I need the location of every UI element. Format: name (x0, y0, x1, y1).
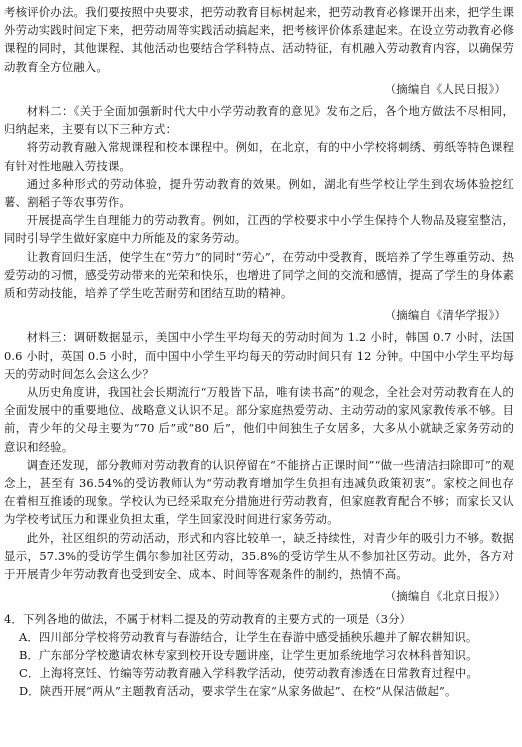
material-three-survey: 调查还发现，部分教师对劳动教育的认识停留在“不能挤占正课时间”“做一些清洁扫除即可”的观念上，甚至有 36.54%的受访教师认为“劳动教育增加学生负担有违减负政策初衷”。家校之间也存在着相互推诿的现象。学校认为已经采取充分措施进行劳动教育，但家庭教育配合不够；而家长又认为学校考试压力和课业负担太重，学生回家没时间进行家务劳动。 (4, 457, 514, 527)
source-renmin-ribao: （摘编自《人民日报》） (384, 81, 506, 96)
material-one-tail: 考核评价办法。我们要按照中央要求，把劳动教育目标树起来，把劳动教育必修课开出来，把学生课外劳动实践时间定下来，把劳动周等实践活动搞起来，把考核评价体系建起来。在设立劳动教育必修课程的同时，其他课程、其他活动也要结合学科特点、活动特征，有机融入劳动教育内容，以确保劳动教育全方位融入。 (4, 5, 514, 74)
material-two-summary: 让教育回归生活，使学生在“劳力”的同时“劳心”，在劳动中受教育，既培养了学生尊重劳动、热爱劳动的习惯，感受劳动带来的光荣和快乐，也增进了同学之间的交流和感情，提高了学生的身体素质和劳动技能，培养了学生吃苦耐劳和团结互助的精神。 (4, 249, 514, 301)
option-a[interactable]: A．四川部分学校将劳动教育与春游结合，让学生在春游中感受插秧乐趣并了解农耕知识。 (19, 629, 478, 644)
material-three-history: 从历史角度讲，我国社会长期流行“万般皆下品，唯有读书高”的观念，全社会对劳动教育在人的全面发展中的重要地位、战略意义认识不足。部分家庭热爱劳动、主动劳动的家风家教传承不够。目前，青少年的父母主要为“70 后”或“80 后”，他们中间独生子女居多，大多从小就缺乏家务劳动的意识和经验。 (4, 385, 514, 454)
material-two-method-one: 将劳动教育融入常规课程和校本课程中。例如，在北京，有的中小学校将刺绣、剪纸等特色课程有针对性地融入劳技课。 (4, 140, 514, 173)
material-three-community: 此外，社区组织的劳动活动，形式和内容比较单一，缺乏持续性，对青少年的吸引力不够。数据显示，57.3%的受访学生偶尔参加社区劳动，35.8%的受访学生从不参加社区劳动。此外，各方对于开展青少年劳动教育也受到安全、成本、时间等客观条件的制约，热情不高。 (4, 530, 514, 582)
source-beijing-ribao: （摘编自《北京日报》） (384, 589, 506, 604)
option-b[interactable]: B．广东部分学校邀请农林专家到校开设专题讲座，让学生更加系统地学习农林科普知识。 (19, 647, 478, 662)
material-two-method-two: 通过多种形式的劳动体验，提升劳动教育的效果。例如，湖北有些学校让学生到农场体验挖红薯、割稻子等农事劳作。 (4, 176, 514, 210)
answer-options (4, 628, 514, 701)
question-four-stem: 4．下列各地的做法，不属于材料二提及的劳动教育的主要方式的一项是（3分） (4, 611, 412, 626)
option-d[interactable]: D．陕西开展“两从”主题教育活动，要求学生在家“从家务做起”、在校“从保洁做起”。 (19, 684, 457, 699)
material-three-intro: 材料三：调研数据显示，美国中小学生平均每天的劳动时间为 1.2 小时，韩国 0.7 小时，法国 0.6 小时，英国 0.5 小时，而中国中小学生平均每天的劳动时间只有 12 分钟。中国中小学生平均每天的劳动时间怎么会这么少？ (4, 330, 514, 381)
material-two-method-three: 开展提高学生自理能力的劳动教育。例如，江西的学校要求中小学生保持个人物品及寝室整洁，同时引导学生做好家庭中力所能及的家务劳动。 (4, 213, 514, 246)
option-c[interactable]: C．上海将烹饪、竹编等劳动教育融入学科教学活动，使劳动教育渗透在日常教育过程中。 (19, 666, 478, 681)
material-two-intro: 材料二：《关于全面加强新时代大中小学劳动教育的意见》发布之后，各个地方做法不尽相同，归纳起来，主要有以下三种方式： (4, 104, 514, 137)
source-qinghua-xuebao: （摘编自《清华学报》） (384, 308, 506, 323)
